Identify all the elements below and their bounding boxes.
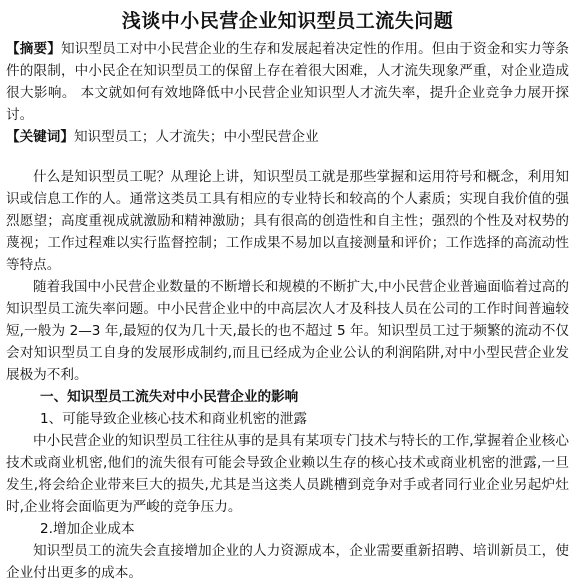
blank-line <box>6 148 569 166</box>
document-title: 浅谈中小民营企业知识型员工流失问题 <box>121 10 454 32</box>
abstract-paragraph <box>6 38 569 126</box>
document-page <box>0 8 575 581</box>
body-paragraph: 随着我国中小民营企业数量的不断增长和规模的不断扩大,中小民营企业普遍面临着过高的知识型员工流失率问题。中小民营企业中的中高层次人才及科技人员在公司的工作时间普遍较短,一般为 2—3 年,最短的仅为几十天,最长的也不超过 5 年。知识型员工过于频繁的流动不仅会对知识型员工自身的发展形成制约,而且已经成为企业公认的利润陷阱,对中小型民营企业发展极为不利。 <box>6 279 569 383</box>
abstract-text: 知识型员工对中小民营企业的生存和发展起着决定性的作用。但由于资金和实力等条件的限制，中小民企在知识型员工的保留上存在着很大困难，人才流失现象严重，对企业造成很大影响。 本文就如何有效地降低中小民营企业知识型人才流失率，提升企业竞争力展开探讨。 <box>6 41 570 123</box>
keywords-label: 【关键词】 <box>6 129 74 145</box>
keywords-paragraph <box>6 126 569 148</box>
section-heading: 一、知识型员工流失对中小民营企业的影响 <box>40 389 299 405</box>
body-paragraph: 什么是知识型员工呢？从理论上讲，知识型员工就是那些掌握和运用符号和概念，利用知识或信息工作的人。通常这类员工具有相应的专业特长和较高的个人素质；实现自我价值的强烈愿望；高度重视成就激励和精神激励；具有很高的创造性和自主性；强烈的个性及对权势的蔑视；工作过程难以实行监督控制；工作成果不易加以直接测量和评价；工作选择的高流动性等特点。 <box>6 169 569 273</box>
keywords-text: 知识型员工；人才流失；中小型民营企业 <box>73 129 319 145</box>
abstract-label: 【摘要】 <box>6 41 61 57</box>
body-paragraph: 知识型员工的流失会直接增加企业的人力资源成本，企业需要重新招聘、培训新员工，使企业付出更多的成本。 <box>6 543 569 581</box>
body-paragraph: 中小民营企业的知识型员工往往从事的是具有某项专门技术与特长的工作,掌握着企业核心技术或商业机密,他们的流失很有可能会导致企业赖以生存的核心技术或商业机密的泄露,一旦发生,将会给企业带来巨大的损失,尤其是当这类人员跳槽到竞争对手或者同行业企业另起炉灶时,企业将会面临更为严峻的竞争压力。 <box>6 433 569 515</box>
subsection-heading: 2.增加企业成本 <box>40 521 135 537</box>
subsection-heading: 1、可能导致企业核心技术和商业机密的泄露 <box>40 411 307 427</box>
